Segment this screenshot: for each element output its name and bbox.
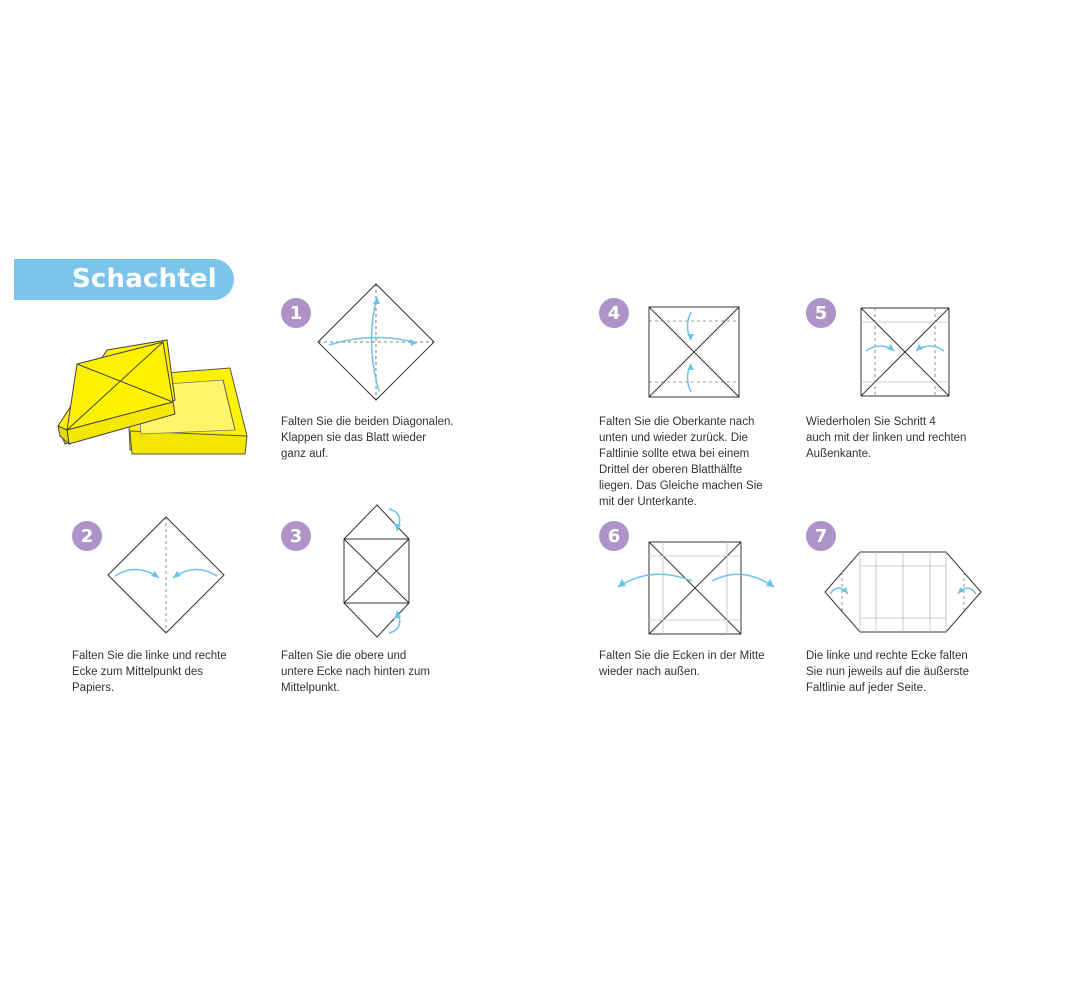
step-5-diagram [860, 307, 950, 397]
step-4-text: Falten Sie die Oberkante nach unten und wieder zurück. Die Faltlinie sollte etwa bei einem Drittel der oberen Blatthälfte liegen. Das Gleiche machen Sie mit der Unterkante. [599, 416, 763, 508]
step-2-diagram [107, 516, 225, 634]
step-6-badge: 6 [599, 521, 629, 551]
step-2-badge: 2 [72, 521, 102, 551]
step-3-diagram [343, 503, 413, 639]
page-title: Schachtel [72, 264, 217, 294]
step-7-diagram [824, 550, 982, 634]
step-6-diagram [612, 541, 777, 635]
finished-box-illustration [55, 338, 250, 458]
step-3-text: Falten Sie die obere und untere Ecke nach hinten zum Mittelpunkt. [281, 650, 430, 694]
step-1-badge: 1 [281, 298, 311, 328]
step-7-text: Die linke und rechte Ecke falten Sie nun jeweils auf die äußerste Faltlinie auf jeder Seite. [806, 650, 970, 694]
step-5-text: Wiederholen Sie Schritt 4 auch mit der linken und rechten Außenkante. [806, 416, 967, 460]
step-1-diagram [317, 283, 435, 401]
step-5-badge: 5 [806, 298, 836, 328]
step-4-badge: 4 [599, 298, 629, 328]
step-4-diagram [648, 306, 740, 398]
step-1-text: Falten Sie die beiden Diagonalen. Klappen sie das Blatt wieder ganz auf. [281, 416, 454, 460]
step-7-badge: 7 [806, 521, 836, 551]
title-banner [14, 259, 234, 300]
step-2-text: Falten Sie die linke und rechte Ecke zum Mittelpunkt des Papiers. [72, 650, 227, 694]
step-3-badge: 3 [281, 521, 311, 551]
step-6-text: Falten Sie die Ecken in der Mitte wieder nach außen. [599, 650, 765, 678]
